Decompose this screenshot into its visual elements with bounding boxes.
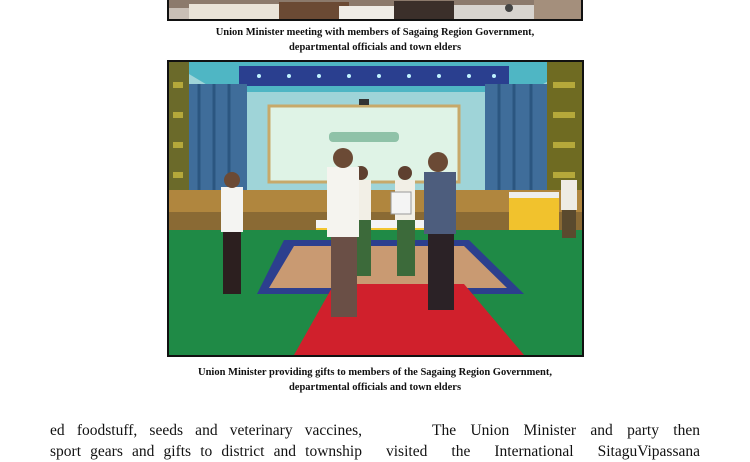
meeting-photo [167, 0, 583, 21]
caption-line: departmental officials and town elders [288, 42, 462, 53]
body-column-right [386, 420, 700, 462]
caption-line: Union Minister meeting with members of Sagaing Region Government, [215, 27, 535, 38]
body-line: sport gears and gifts to district and township [50, 443, 362, 460]
gift-presentation-photo [167, 60, 584, 357]
body-column-left [50, 420, 362, 462]
caption-line: Union Minister providing gifts to members of the Sagaing Region Government, [198, 367, 552, 378]
body-line: ed foodstuff, seeds and veterinary vaccines, [50, 422, 362, 439]
body-line: The Union Minister and party then [432, 422, 700, 439]
photo-caption [150, 365, 600, 395]
body-line: visited the International SitaguVipassana [386, 443, 700, 460]
photo-caption [150, 25, 600, 55]
caption-line: departmental officials and town elders [288, 382, 462, 393]
